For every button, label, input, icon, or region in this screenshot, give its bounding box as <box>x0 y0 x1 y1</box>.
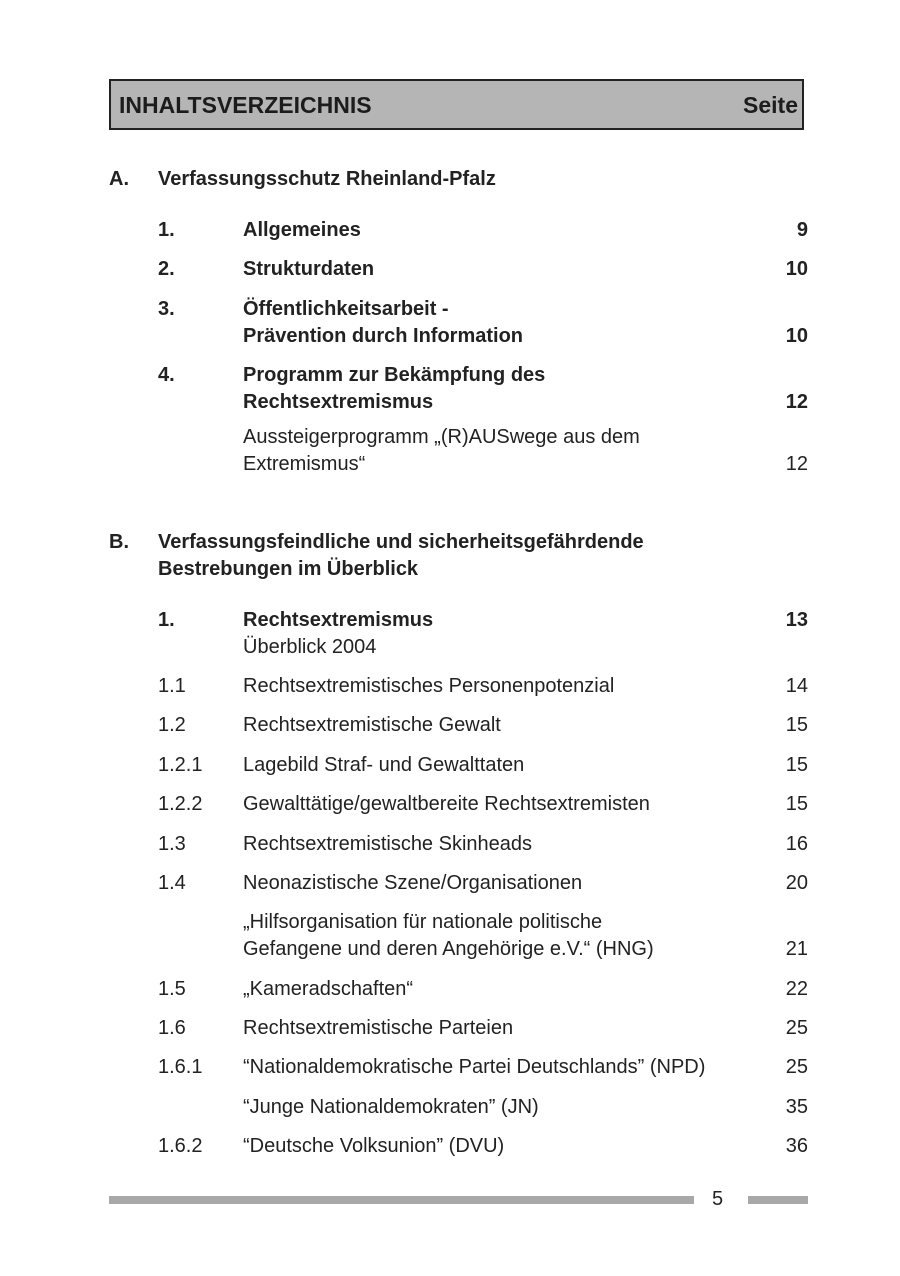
entry-number: 1.5 <box>158 978 186 1000</box>
entry-number: 1.4 <box>158 872 186 894</box>
entry-page: 16 <box>785 833 808 855</box>
entry-page: 22 <box>785 978 808 1000</box>
entry-title: Gewalttätige/gewaltbereite Rechtsextremisten <box>243 793 650 815</box>
entry-number: 1.2.1 <box>158 754 203 776</box>
footer-rule-left <box>109 1196 694 1204</box>
entry-number: 1. <box>158 609 175 631</box>
entry-title: Allgemeines <box>243 219 361 241</box>
entry-title: Rechtsextremistisches Personenpotenzial <box>243 675 615 697</box>
entry-number: 1.6.2 <box>158 1135 203 1157</box>
entry-title: Strukturdaten <box>243 258 375 280</box>
entry-number: 3. <box>158 298 175 320</box>
section-title: Verfassungsschutz Rheinland-Pfalz <box>158 168 496 190</box>
entry-number: 1.1 <box>158 675 186 697</box>
entry-title: Lagebild Straf- und Gewalttaten <box>243 754 525 776</box>
entry-title: Rechtsextremistische Parteien <box>243 1017 514 1039</box>
entry-title <box>243 607 763 661</box>
entry-title-line: Gefangene und deren Angehörige e.V.“ (HNG) <box>243 938 654 960</box>
entry-page: 15 <box>785 793 808 815</box>
entry-page: 10 <box>785 258 808 280</box>
entry-title <box>243 296 763 350</box>
entry-title-line: Rechtsextremismus <box>243 391 434 413</box>
entry-number: 4. <box>158 364 175 386</box>
entry-page: 25 <box>785 1017 808 1039</box>
toc-title: INHALTSVERZEICHNIS <box>119 92 372 118</box>
page-number: 5 <box>712 1188 724 1210</box>
entry-title-line: Rechtsextremismus <box>243 609 434 631</box>
entry-page: 15 <box>785 754 808 776</box>
entry-title: “Nationaldemokratische Partei Deutschlands” (NPD) <box>243 1056 706 1078</box>
entry-title: “Deutsche Volksunion” (DVU) <box>243 1135 505 1157</box>
entry-title: Rechtsextremistische Skinheads <box>243 833 533 855</box>
entry-title: “Junge Nationaldemokraten” (JN) <box>243 1096 539 1118</box>
entry-page: 35 <box>785 1096 808 1118</box>
entry-number: 2. <box>158 258 175 280</box>
entry-page: 13 <box>785 609 808 631</box>
section-letter: B. <box>109 531 129 553</box>
entry-title-line: „Hilfsorganisation für nationale politische <box>243 911 603 933</box>
entry-page: 12 <box>785 391 808 413</box>
entry-title: Rechtsextremistische Gewalt <box>243 714 501 736</box>
entry-number: 1.2.2 <box>158 793 203 815</box>
entry-number: 1.6.1 <box>158 1056 203 1078</box>
entry-number: 1.2 <box>158 714 186 736</box>
toc-header-bar <box>109 79 804 130</box>
entry-title <box>243 362 763 416</box>
entry-title-line: Programm zur Bekämpfung des <box>243 364 546 386</box>
entry-title-line: Prävention durch Information <box>243 325 524 347</box>
entry-page: 25 <box>785 1056 808 1078</box>
entry-page: 20 <box>785 872 808 894</box>
entry-page: 9 <box>796 219 808 241</box>
section-letter: A. <box>109 168 129 190</box>
entry-title-line: Aussteigerprogramm „(R)AUSwege aus dem <box>243 426 640 448</box>
entry-title-line: Öffentlichkeitsarbeit - <box>243 298 449 320</box>
entry-title <box>243 424 763 478</box>
entry-page: 36 <box>785 1135 808 1157</box>
entry-subtitle-line: Überblick 2004 <box>243 636 377 658</box>
entry-number: 1. <box>158 219 175 241</box>
entry-title <box>243 909 763 963</box>
section-title-line: Bestrebungen im Überblick <box>158 558 419 580</box>
section-title-line: Verfassungsfeindliche und sicherheitsgefährdende <box>158 531 644 553</box>
footer-rule-right <box>748 1196 808 1204</box>
entry-number: 1.6 <box>158 1017 186 1039</box>
entry-page: 15 <box>785 714 808 736</box>
entry-title-line: Extremismus“ <box>243 453 366 475</box>
entry-title: „Kameradschaften“ <box>243 978 414 1000</box>
entry-number: 1.3 <box>158 833 186 855</box>
entry-page: 14 <box>785 675 808 697</box>
entry-page: 10 <box>785 325 808 347</box>
entry-page: 12 <box>785 453 808 475</box>
entry-title: Neonazistische Szene/Organisationen <box>243 872 583 894</box>
page-column-label: Seite <box>743 92 798 118</box>
section-title <box>158 529 758 583</box>
entry-page: 21 <box>785 938 808 960</box>
